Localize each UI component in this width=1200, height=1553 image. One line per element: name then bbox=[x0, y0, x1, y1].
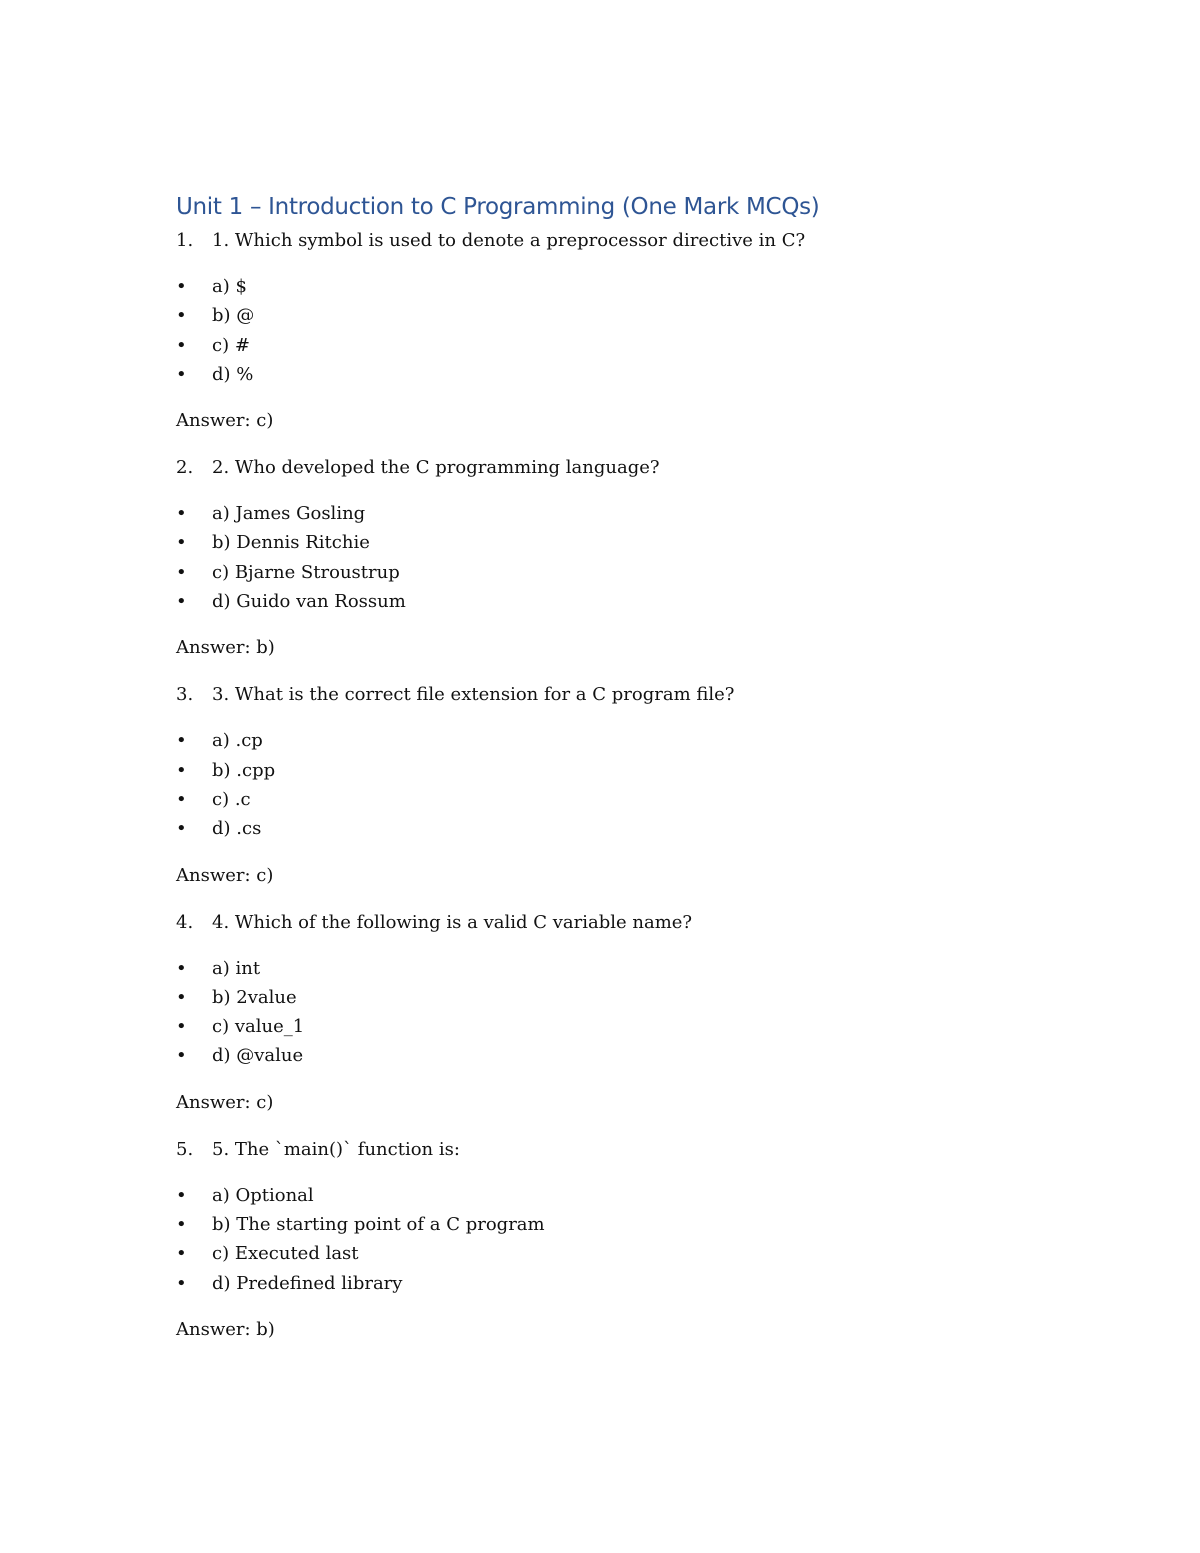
bullet-icon: • bbox=[176, 1243, 187, 1265]
question-number: 2. bbox=[176, 457, 194, 479]
question-line bbox=[176, 451, 1026, 485]
answer-text: Answer: b) bbox=[176, 1318, 275, 1340]
option-text: a) James Gosling bbox=[212, 503, 366, 525]
option-item bbox=[176, 360, 1026, 389]
bullet-icon: • bbox=[176, 363, 187, 385]
option-text: a) $ bbox=[212, 276, 247, 297]
option-text: d) Predefined library bbox=[212, 1272, 403, 1294]
option-item bbox=[176, 301, 1026, 330]
question-line bbox=[176, 678, 1026, 712]
question-4 bbox=[176, 906, 1026, 1120]
question-1 bbox=[176, 224, 1026, 438]
option-item bbox=[176, 528, 1026, 557]
question-number: 1. bbox=[176, 230, 194, 251]
question-text: 4. Which of the following is a valid C variable name? bbox=[212, 911, 693, 933]
option-item bbox=[176, 331, 1026, 360]
option-item bbox=[176, 499, 1026, 528]
question-number: 3. bbox=[176, 684, 194, 706]
question-text: 3. What is the correct file extension for a C program file? bbox=[212, 684, 735, 706]
option-text: c) .c bbox=[212, 788, 251, 810]
option-item bbox=[176, 272, 1026, 301]
bullet-icon: • bbox=[176, 1045, 187, 1067]
bullet-icon: • bbox=[176, 1214, 187, 1236]
option-item bbox=[176, 1012, 1026, 1041]
document-title: Unit 1 – Introduction to C Programming (One Mark MCQs) bbox=[176, 194, 820, 220]
option-text: a) Optional bbox=[212, 1184, 314, 1206]
question-2 bbox=[176, 451, 1026, 665]
question-line bbox=[176, 906, 1026, 940]
answer-text: Answer: c) bbox=[176, 864, 274, 886]
option-text: a) .cp bbox=[212, 730, 263, 752]
option-text: a) int bbox=[212, 957, 261, 979]
option-text: b) 2value bbox=[212, 986, 297, 1008]
option-item bbox=[176, 558, 1026, 587]
option-text: d) % bbox=[212, 363, 254, 385]
bullet-icon: • bbox=[176, 591, 187, 613]
option-text: b) @ bbox=[212, 305, 255, 327]
bullet-icon: • bbox=[176, 818, 187, 840]
option-text: d) @value bbox=[212, 1045, 304, 1067]
option-item bbox=[176, 1181, 1026, 1210]
bullet-icon: • bbox=[176, 503, 187, 525]
option-text: b) .cpp bbox=[212, 759, 276, 781]
bullet-icon: • bbox=[176, 957, 187, 979]
bullet-icon: • bbox=[176, 305, 187, 327]
question-text: 5. The `main()` function is: bbox=[212, 1138, 460, 1160]
option-item bbox=[176, 756, 1026, 785]
option-text: c) # bbox=[212, 334, 250, 356]
option-item bbox=[176, 983, 1026, 1012]
option-list bbox=[176, 726, 1026, 843]
bullet-icon: • bbox=[176, 1016, 187, 1038]
answer-text: Answer: b) bbox=[176, 637, 275, 659]
option-item bbox=[176, 1041, 1026, 1070]
option-list bbox=[176, 272, 1026, 389]
question-number: 4. bbox=[176, 911, 194, 933]
question-3 bbox=[176, 678, 1026, 892]
bullet-icon: • bbox=[176, 276, 187, 297]
option-item bbox=[176, 726, 1026, 755]
bullet-icon: • bbox=[176, 1184, 187, 1206]
option-item bbox=[176, 785, 1026, 814]
bullet-icon: • bbox=[176, 759, 187, 781]
question-line bbox=[176, 1133, 1026, 1167]
option-text: b) Dennis Ritchie bbox=[212, 532, 370, 554]
option-text: c) Bjarne Stroustrup bbox=[212, 561, 400, 583]
answer-text: Answer: c) bbox=[176, 1091, 274, 1113]
document-content bbox=[176, 190, 1026, 1360]
question-line bbox=[176, 224, 1026, 258]
option-list bbox=[176, 499, 1026, 616]
bullet-icon: • bbox=[176, 334, 187, 356]
option-item bbox=[176, 1210, 1026, 1239]
question-text: 2. Who developed the C programming language? bbox=[212, 457, 660, 479]
option-text: d) .cs bbox=[212, 818, 262, 840]
question-number: 5. bbox=[176, 1138, 194, 1160]
bullet-icon: • bbox=[176, 730, 187, 752]
option-item bbox=[176, 954, 1026, 983]
bullet-icon: • bbox=[176, 788, 187, 810]
option-item bbox=[176, 1239, 1026, 1268]
question-text: 1. Which symbol is used to denote a preprocessor directive in C? bbox=[212, 230, 806, 251]
option-item bbox=[176, 587, 1026, 616]
bullet-icon: • bbox=[176, 986, 187, 1008]
option-text: c) value_1 bbox=[212, 1016, 305, 1038]
bullet-icon: • bbox=[176, 532, 187, 554]
option-item bbox=[176, 1269, 1026, 1298]
option-text: c) Executed last bbox=[212, 1243, 359, 1265]
option-text: d) Guido van Rossum bbox=[212, 591, 406, 613]
option-list bbox=[176, 1181, 1026, 1298]
option-item bbox=[176, 814, 1026, 843]
answer-text: Answer: c) bbox=[176, 410, 274, 432]
option-list bbox=[176, 954, 1026, 1071]
bullet-icon: • bbox=[176, 1272, 187, 1294]
bullet-icon: • bbox=[176, 561, 187, 583]
question-5 bbox=[176, 1133, 1026, 1347]
option-text: b) The starting point of a C program bbox=[212, 1214, 545, 1236]
